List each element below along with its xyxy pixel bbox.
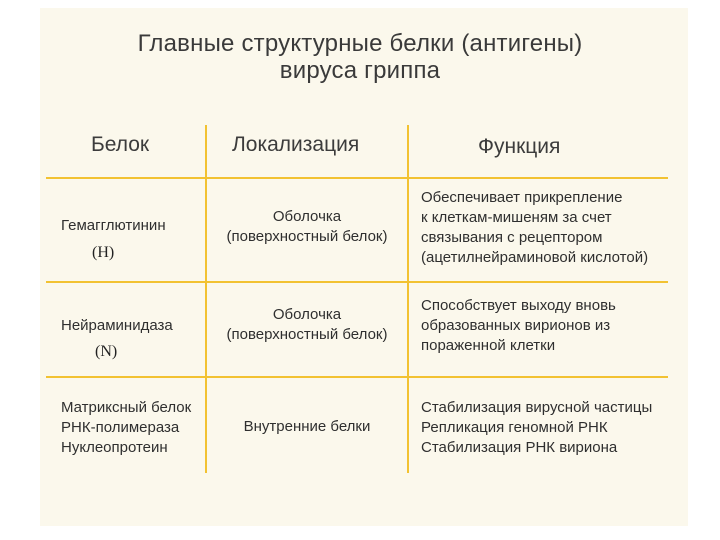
- row-2-function-line: пораженной клетки: [421, 337, 556, 354]
- row-2-localization-line: (поверхностный белок): [226, 326, 388, 343]
- row-3-protein-line: Матриксный белок: [61, 399, 192, 416]
- row-1-protein-line: Гемагглютинин: [61, 217, 166, 234]
- row-3-function-line: Репликация геномной РНК: [421, 419, 608, 436]
- row-2-function-line: образованных вирионов из: [421, 317, 611, 334]
- header-function: Функция: [478, 135, 561, 158]
- row-1-function-line: (ацетилнейраминовой кислотой): [421, 249, 649, 266]
- row-1-localization-line: Оболочка: [272, 208, 342, 225]
- row-3-protein: [61, 398, 191, 458]
- row-2-localization: [207, 305, 407, 345]
- row-2-localization-line: Оболочка: [272, 306, 342, 323]
- row-3-function-line: Стабилизация РНК вириона: [421, 439, 618, 456]
- row-2-function-line: Способствует выходу вновь: [421, 297, 616, 314]
- row-2-protein-line: Нейраминидаза: [61, 317, 173, 334]
- title-line-2: вируса гриппа: [279, 57, 441, 84]
- slide-title: [0, 30, 720, 84]
- grid-hline-3: [46, 376, 668, 378]
- row-1-function: [421, 188, 648, 268]
- row-2-abbreviation: (N): [95, 343, 118, 360]
- row-1-function-line: к клеткам-мишеням за счет: [421, 209, 612, 226]
- row-1-abbreviation: (H): [92, 244, 115, 261]
- title-line-1: Главные структурные белки (антигены): [137, 30, 583, 57]
- row-3-protein-line: Нуклеопротеин: [61, 439, 168, 456]
- row-1-function-line: связывания с рецептором: [421, 229, 603, 246]
- row-3-function: [421, 398, 652, 458]
- row-3-function-line: Стабилизация вирусной частицы: [421, 399, 653, 416]
- grid-hline-2: [46, 281, 668, 283]
- row-2-protein: [61, 316, 173, 336]
- grid-hline-1: [46, 177, 668, 179]
- row-2-function: [421, 296, 616, 356]
- row-1-localization-line: (поверхностный белок): [226, 228, 388, 245]
- row-3-localization-line: Внутренние белки: [243, 418, 371, 435]
- row-3-localization: [207, 417, 407, 437]
- row-3-protein-line: РНК-полимераза: [61, 419, 180, 436]
- row-1-protein: [61, 216, 166, 236]
- row-1-localization: [207, 207, 407, 247]
- header-localization: Локализация: [232, 133, 360, 156]
- header-protein: Белок: [91, 133, 150, 156]
- row-1-function-line: Обеспечивает прикрепление: [421, 189, 623, 206]
